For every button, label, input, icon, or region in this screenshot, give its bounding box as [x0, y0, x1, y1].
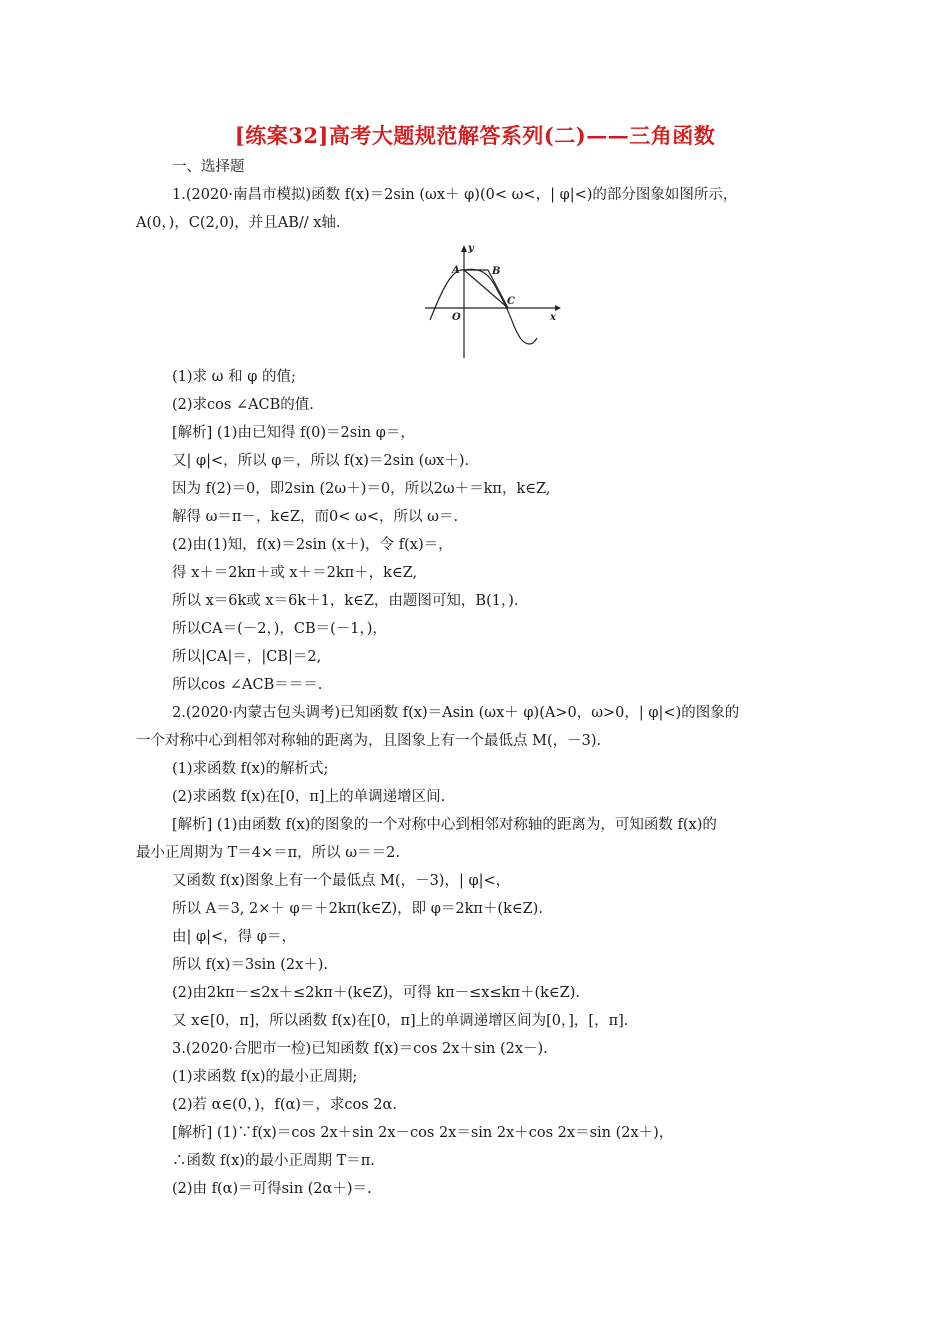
q2-line-4: (2)求函数 f(x)在[0，π]上的单调递增区间.	[172, 789, 446, 805]
q1-line-7: 因为 f(2)＝0，即2sin (2ω＋)＝0，所以2ω＋＝kπ，k∈Z,	[172, 481, 551, 497]
q2-line-1: 2.(2020·内蒙古包头调考)已知函数 f(x)＝Asin (ωx＋ φ)(A>0，ω>0，| φ|<)的图象的	[172, 705, 740, 721]
q3-line-6: (2)由 f(α)＝可得sin (2α＋)＝.	[172, 1181, 372, 1197]
q2-line-11: (2)由2kπ－≤2x＋≤2kπ＋(k∈Z)，可得 kπ－≤x≤kπ＋(k∈Z).	[172, 985, 580, 1001]
q2-line-9: 由| φ|<，得 φ＝，	[172, 929, 296, 945]
q1-line-8: 解得 ω＝π－，k∈Z，而0< ω<，所以 ω＝.	[172, 509, 459, 525]
sine-graph-figure	[420, 240, 565, 362]
q2-line-8: 所以 A＝3, 2×＋ φ＝＋2kπ(k∈Z)，即 φ＝2kπ＋(k∈Z).	[172, 901, 543, 917]
q2-line-12: 又 x∈[0，π]，所以函数 f(x)在[0，π]上的单调递增区间为[0，]，[，π].	[172, 1013, 629, 1029]
q1-line-14: 所以cos ∠ACB＝＝＝.	[172, 677, 323, 693]
q2-line-2: 一个对称中心到相邻对称轴的距离为，且图象上有一个最低点 M(，－3).	[136, 733, 602, 749]
q1-line-10: 得 x＋＝2kπ＋或 x＋＝2kπ＋，k∈Z,	[172, 565, 418, 581]
section-heading: 一、选择题	[172, 159, 245, 175]
label-a: A	[452, 265, 460, 276]
q3-line-5: ∴函数 f(x)的最小正周期 T＝π.	[172, 1153, 375, 1169]
q3-line-3: (2)若 α∈(0，)，f(α)＝，求cos 2α.	[172, 1097, 397, 1113]
label-y: y	[468, 243, 474, 254]
label-origin: O	[452, 312, 461, 323]
q1-line-2: A(0，)，C(2,0)，并且AB// x轴.	[136, 215, 341, 231]
label-x: x	[550, 312, 556, 323]
q1-line-9: (2)由(1)知，f(x)＝2sin (x＋)，令 f(x)＝，	[172, 537, 453, 553]
q1-line-12: 所以CA＝(－2，)，CB＝(－1，)，	[172, 621, 387, 637]
label-b: B	[492, 266, 501, 277]
q2-line-5: [解析] (1)由函数 f(x)的图象的一个对称中心到相邻对称轴的距离为，可知函数 f(x)的	[172, 817, 717, 833]
q1-line-5: [解析] (1)由已知得 f(0)＝2sin φ＝，	[172, 425, 415, 441]
q1-line-13: 所以|CA|＝，|CB|＝2,	[172, 649, 322, 665]
q2-line-10: 所以 f(x)＝3sin (2x＋).	[172, 957, 329, 973]
q3-line-2: (1)求函数 f(x)的最小正周期;	[172, 1069, 358, 1085]
q1-line-11: 所以 x＝6k或 x＝6k＋1，k∈Z，由题图可知，B(1，).	[172, 593, 519, 609]
sine-curve	[430, 269, 537, 344]
label-c: C	[507, 296, 515, 307]
q1-line-4: (2)求cos ∠ACB的值.	[172, 397, 314, 413]
q2-line-3: (1)求函数 f(x)的解析式;	[172, 761, 329, 777]
q1-line-6: 又| φ|<，所以 φ＝，所以 f(x)＝2sin (ωx＋).	[172, 453, 470, 469]
document-title: [练案32]高考大题规范解答系列(二)——三角函数	[234, 123, 716, 148]
q2-line-6: 最小正周期为 T＝4×＝π，所以 ω＝＝2.	[136, 845, 400, 861]
q1-line-1: 1.(2020·南昌市模拟)函数 f(x)＝2sin (ωx＋ φ)(0< ω<，| φ|<)的部分图象如图所示，	[172, 187, 738, 203]
q3-line-4: [解析] (1)∵f(x)＝cos 2x＋sin 2x－cos 2x＝sin 2x＋cos 2x＝sin (2x＋)，	[172, 1125, 674, 1141]
q3-line-1: 3.(2020·合肥市一检)已知函数 f(x)＝cos 2x＋sin (2x－).	[172, 1041, 548, 1057]
q2-line-7: 又函数 f(x)图象上有一个最低点 M(，－3)，| φ|<，	[172, 873, 511, 889]
x-axis-arrow	[555, 305, 561, 311]
y-axis-arrow	[461, 245, 467, 252]
q1-line-3: (1)求 ω 和 φ 的值;	[172, 369, 296, 385]
segment-ac	[464, 270, 508, 308]
